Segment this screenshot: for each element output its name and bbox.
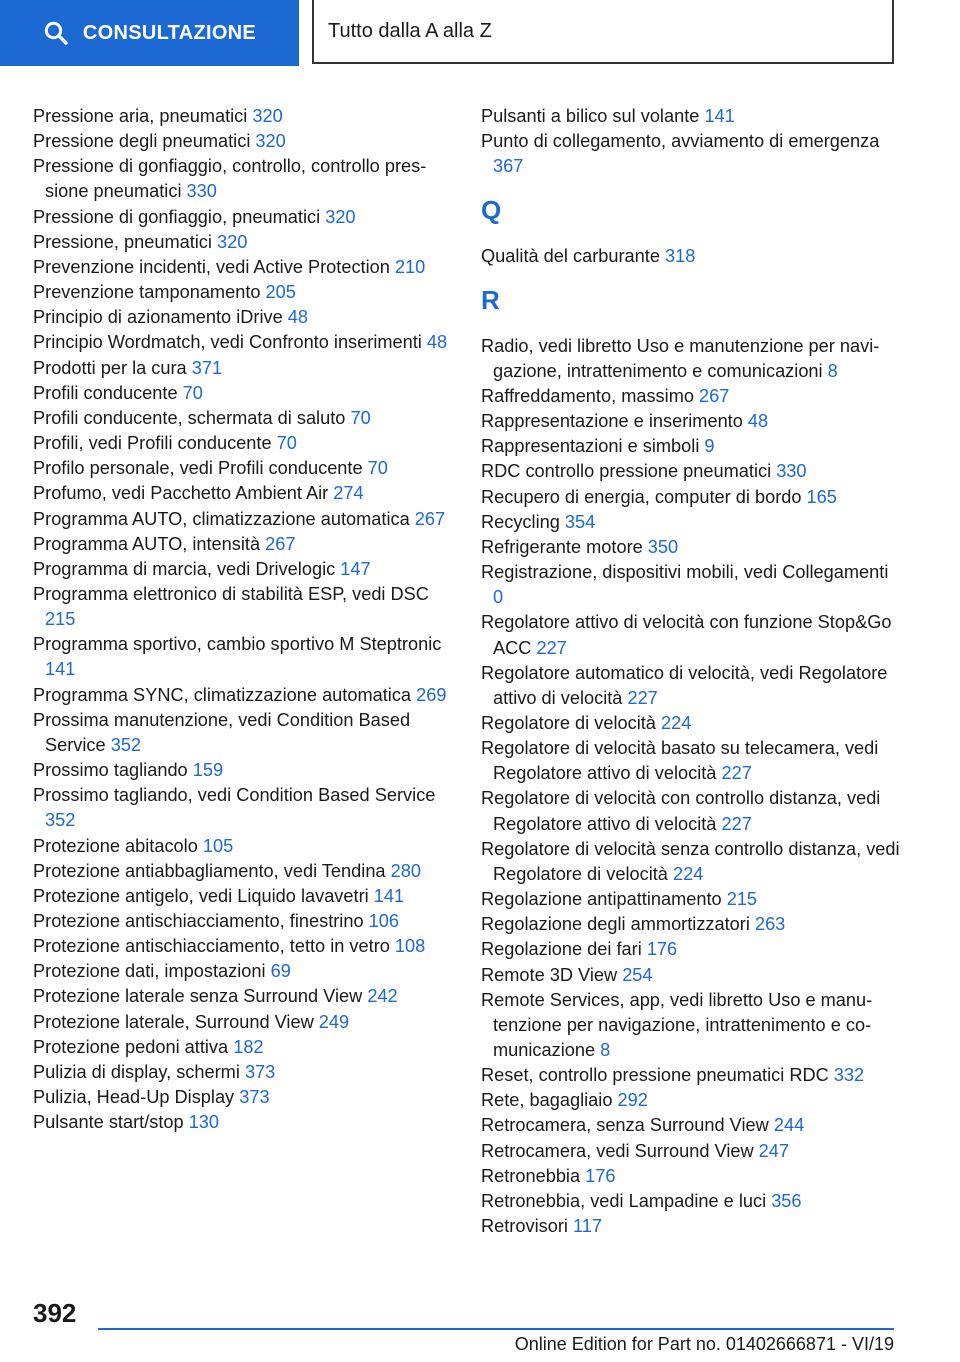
- page-reference-link[interactable]: 210: [394, 256, 426, 277]
- tab-consultazione[interactable]: [0, 0, 299, 66]
- index-entry: [33, 280, 453, 305]
- index-entry-text: Protezione antiabbagliamento, vedi Tendina: [33, 860, 391, 881]
- page-reference-link[interactable]: 356: [771, 1190, 802, 1211]
- page-reference-link[interactable]: 267: [265, 533, 296, 554]
- index-entry-text: Remote 3D View: [481, 964, 623, 985]
- page-reference-link[interactable]: 141: [704, 106, 735, 126]
- index-entry-text: Recycling: [481, 511, 565, 532]
- index-entry-text: Pressione degli pneumatici: [33, 131, 256, 152]
- page-reference-link[interactable]: 48: [426, 332, 448, 353]
- index-entry: [33, 129, 453, 154]
- page-reference-link[interactable]: 70: [182, 382, 203, 403]
- page-reference-link[interactable]: 176: [646, 939, 678, 960]
- breadcrumb: Tutto dalla A alla Z: [328, 19, 492, 42]
- letter-heading-q: Q: [481, 195, 502, 226]
- index-group-r: [481, 334, 901, 1240]
- page-reference-link[interactable]: 227: [536, 637, 567, 658]
- page-reference-link[interactable]: 165: [806, 486, 837, 507]
- index-entry: [33, 959, 453, 984]
- index-entry: [481, 988, 901, 1063]
- page-reference-link[interactable]: 330: [776, 461, 807, 482]
- index-entry-text: Pressione, pneumatici: [33, 231, 217, 252]
- page-reference-link[interactable]: 227: [721, 763, 752, 784]
- index-entry-text: Profili conducente, schermata di saluto: [33, 407, 351, 428]
- index-entry: [33, 1085, 453, 1110]
- index-entry-text: Principio Wordmatch, vedi Confronto inserimenti: [33, 332, 427, 353]
- index-entry-text: Prossima manutenzione, vedi Condition Based Service: [33, 709, 411, 755]
- index-entry-text: Protezione pedoni attiva: [33, 1036, 234, 1057]
- letter-heading-r: R: [481, 284, 500, 315]
- index-entry-text: Regolazione antipattinamento: [481, 889, 727, 910]
- index-entry: [481, 937, 901, 962]
- page-reference-link[interactable]: 70: [367, 458, 388, 479]
- page-reference-link[interactable]: 176: [585, 1165, 616, 1186]
- page-reference-link[interactable]: 70: [276, 433, 297, 454]
- index-entry-text: Regolatore di velocità: [481, 712, 661, 733]
- tab-consultazione-label: CONSULTAZIONE: [82, 21, 257, 44]
- index-entry-text: Retrovisori: [481, 1216, 573, 1237]
- index-column-right: [481, 104, 901, 1239]
- page-reference-link[interactable]: 130: [188, 1112, 220, 1133]
- page-reference-link[interactable]: 269: [416, 684, 447, 705]
- page-reference-link[interactable]: 254: [622, 964, 653, 985]
- index-entry-text: Pulsante start/stop: [33, 1112, 189, 1133]
- index-entry-text: Regolatore automatico di velocità, vedi Regolatore attivo di velocità: [481, 662, 888, 708]
- index-entry-text: Raffreddamento, massimo: [481, 385, 700, 406]
- page-reference-link[interactable]: 247: [758, 1140, 790, 1161]
- index-entry: [481, 535, 901, 560]
- index-entry: [33, 205, 453, 230]
- page-reference-link[interactable]: 159: [192, 760, 224, 781]
- index-entry-text: Prodotti per la cura: [33, 357, 192, 378]
- index-entry-text: Profili conducente: [33, 382, 183, 403]
- page-reference-link[interactable]: 48: [287, 307, 308, 328]
- index-entry: [33, 330, 453, 355]
- page-reference-link[interactable]: 280: [390, 860, 421, 881]
- index-entry: [33, 532, 453, 557]
- index-entry-text: Regolatore di velocità con controllo distanza, vedi Regolatore attivo di velocità: [481, 788, 881, 834]
- index-entry: [481, 837, 901, 887]
- index-entry-text: Regolatore di velocità basato su telecamera, vedi Regolatore attivo di velocità: [481, 738, 879, 784]
- index-entry: [33, 305, 453, 330]
- index-entry: [33, 1060, 453, 1085]
- index-entry: [481, 1063, 901, 1088]
- page-reference-link[interactable]: 371: [191, 357, 223, 378]
- page-reference-link[interactable]: 263: [754, 914, 786, 935]
- index-entry-text: Protezione abitacolo: [33, 835, 203, 856]
- index-entry-text: Protezione antischiacciamento, finestrino: [33, 911, 369, 931]
- index-entry-text: Regolatore di velocità senza controllo distanza, vedi Regolatore di velocità: [481, 838, 900, 884]
- footer-edition-text: Online Edition for Part no. 01402666871 - VI/19: [514, 1334, 894, 1354]
- index-entry-text: Rete, bagagliaio: [481, 1090, 618, 1111]
- page-reference-link[interactable]: 318: [665, 246, 696, 267]
- index-entry: [481, 887, 901, 912]
- index-entry-text: Programma di marcia, vedi Drivelogic: [33, 558, 341, 579]
- page-reference-link[interactable]: 352: [45, 810, 76, 831]
- index-entry-text: Programma sportivo, cambio sportivo M Steptronic: [33, 634, 442, 655]
- page-reference-link[interactable]: 0: [493, 587, 504, 608]
- breadcrumb-tab[interactable]: [312, 0, 894, 64]
- index-entry-text: Prossimo tagliando, vedi Condition Based Service: [33, 785, 436, 806]
- index-entry: [481, 736, 901, 786]
- index-entry: [33, 683, 453, 708]
- page-number: 392: [33, 1298, 77, 1328]
- index-entry-text: Prevenzione tamponamento: [33, 282, 266, 303]
- index-entry: [33, 255, 453, 280]
- page-reference-link[interactable]: 147: [340, 558, 371, 579]
- index-entry: [33, 984, 453, 1009]
- page-reference-link[interactable]: 320: [255, 131, 286, 152]
- index-entry-text: Recupero di energia, computer di bordo: [481, 486, 807, 507]
- index-entry-text: Programma SYNC, climatizzazione automatica: [33, 684, 417, 705]
- index-entry: [33, 632, 453, 682]
- index-entry: [481, 510, 901, 535]
- page-reference-link[interactable]: 227: [627, 687, 658, 708]
- page-reference-link[interactable]: 320: [325, 206, 356, 227]
- index-group-p-continued: [481, 104, 901, 179]
- search-icon: [43, 20, 69, 46]
- index-entry: [481, 434, 901, 459]
- index-entry: [33, 104, 453, 129]
- index-entry-text: Prossimo tagliando: [33, 760, 193, 781]
- index-entry: [481, 560, 901, 610]
- index-entry-text: Pressione di gonfiaggio, pneumatici: [33, 206, 326, 227]
- index-entry: [33, 507, 453, 532]
- index-entry-text: Retronebbia, vedi Lampadine e luci: [481, 1190, 772, 1211]
- index-entry: [33, 406, 453, 431]
- index-entry-text: Refrigerante motore: [481, 536, 648, 557]
- page-reference-link[interactable]: 249: [318, 1011, 350, 1032]
- index-entry-text: Profili, vedi Profili conducente: [33, 433, 277, 454]
- index-entry: [33, 884, 453, 909]
- page-reference-link[interactable]: 320: [252, 106, 283, 126]
- index-entry: [33, 708, 453, 758]
- index-entry: [481, 1113, 901, 1138]
- index-entry: [481, 459, 901, 484]
- index-entry-text: Regolatore attivo di velocità con funzione Stop&Go ACC: [481, 612, 892, 658]
- index-entry-text: Protezione laterale senza Surround View: [33, 986, 368, 1007]
- page-reference-link[interactable]: 182: [233, 1036, 264, 1057]
- index-entry: [33, 230, 453, 255]
- index-entry: [481, 104, 901, 129]
- index-entry: [33, 154, 453, 204]
- page-reference-link[interactable]: 242: [367, 986, 398, 1007]
- index-entry-text: Profumo, vedi Pacchetto Ambient Air: [33, 483, 334, 504]
- index-entry: [33, 456, 453, 481]
- page-reference-link[interactable]: 69: [270, 961, 291, 982]
- index-entry: [33, 834, 453, 859]
- index-entry: [481, 1139, 901, 1164]
- page-reference-link[interactable]: 141: [45, 659, 76, 680]
- page-reference-link[interactable]: 108: [394, 936, 426, 957]
- index-entry-text: Pressione di gonfiaggio, controllo, controllo pressione pneumatici: [33, 156, 427, 202]
- page-reference-link[interactable]: 117: [572, 1216, 602, 1237]
- header-bar: [0, 0, 960, 66]
- page-reference-link[interactable]: 205: [265, 282, 296, 303]
- index-entry: [481, 1214, 901, 1239]
- page-reference-link[interactable]: 267: [699, 385, 730, 406]
- index-entry: [33, 481, 453, 506]
- index-entry: [481, 786, 901, 836]
- index-entry-text: Rappresentazioni e simboli: [481, 436, 705, 457]
- index-entry: [481, 244, 901, 269]
- index-entry: [481, 963, 901, 988]
- index-group-q: [481, 244, 901, 269]
- index-entry: [481, 1189, 901, 1214]
- index-entry-text: Remote Services, app, vedi libretto Uso e manutenzione per navigazione, intrattenimento e comunicazione: [481, 989, 873, 1060]
- index-entry: [33, 783, 453, 833]
- index-entry: [33, 1110, 453, 1135]
- index-entry-text: Protezione laterale, Surround View: [33, 1011, 319, 1032]
- page-reference-link[interactable]: 350: [647, 536, 679, 557]
- index-entry: [33, 1035, 453, 1060]
- index-entry-text: Qualità del carburante: [481, 246, 666, 267]
- index-entry-text: Profilo personale, vedi Profili conducente: [33, 458, 368, 479]
- page-reference-link[interactable]: 224: [672, 863, 704, 884]
- index-entry-text: Registrazione, dispositivi mobili, vedi Collegamenti: [481, 562, 889, 583]
- page-reference-link[interactable]: 105: [202, 835, 234, 856]
- index-entry: [481, 1164, 901, 1189]
- index-entry: [481, 1088, 901, 1113]
- page-reference-link[interactable]: 352: [110, 734, 142, 755]
- index-entry-text: Pulsanti a bilico sul volante: [481, 106, 705, 126]
- page-reference-link[interactable]: 9: [704, 436, 715, 457]
- index-entry: [33, 381, 453, 406]
- page-reference-link[interactable]: 330: [186, 181, 217, 202]
- index-entry-text: Retrocamera, senza Surround View: [481, 1115, 774, 1136]
- page-reference-link[interactable]: 274: [333, 483, 364, 504]
- index-entry-text: Programma elettronico di stabilità ESP, vedi DSC: [33, 583, 429, 604]
- index-entry-text: Programma AUTO, intensità: [33, 533, 266, 554]
- index-entry-text: Regolazione dei fari: [481, 939, 647, 960]
- index-entry-text: Retronebbia: [481, 1165, 586, 1186]
- page-reference-link[interactable]: 373: [244, 1061, 276, 1082]
- index-entry: [33, 431, 453, 456]
- page-reference-link[interactable]: 8: [827, 360, 838, 381]
- index-entry: [33, 582, 453, 632]
- index-column-left: [33, 104, 453, 1135]
- page-reference-link[interactable]: 8: [600, 1040, 611, 1060]
- page-reference-link[interactable]: 292: [617, 1090, 648, 1111]
- index-entry: [481, 409, 901, 434]
- index-entry: [481, 485, 901, 510]
- index-entry: [481, 129, 901, 179]
- page-reference-link[interactable]: 373: [239, 1087, 270, 1108]
- index-entry-text: Rappresentazione e inserimento: [481, 411, 748, 432]
- index-entry: [33, 934, 453, 959]
- page-reference-link[interactable]: 141: [373, 885, 405, 906]
- page-reference-link[interactable]: 244: [773, 1115, 805, 1136]
- index-entry-text: Principio di azionamento iDrive: [33, 307, 288, 328]
- index-entry: [481, 661, 901, 711]
- index-entry: [33, 859, 453, 884]
- index-entry-text: Reset, controllo pressione pneumatici RDC: [481, 1065, 834, 1086]
- page-reference-link[interactable]: 367: [493, 156, 524, 177]
- index-entry-text: Prevenzione incidenti, vedi Active Protection: [33, 256, 395, 277]
- page-reference-link[interactable]: 70: [350, 407, 371, 428]
- index-entry-text: Pulizia, Head-Up Display: [33, 1087, 240, 1108]
- page-reference-link[interactable]: 227: [721, 813, 752, 834]
- page-reference-link[interactable]: 215: [726, 889, 758, 910]
- page-reference-link[interactable]: 354: [564, 511, 596, 532]
- index-entry: [481, 912, 901, 937]
- index-entry-text: Protezione antigelo, vedi Liquido lavavetri: [33, 885, 374, 906]
- index-entry-text: Protezione dati, impostazioni: [33, 961, 271, 982]
- page-reference-link[interactable]: 106: [368, 911, 399, 931]
- page-reference-link[interactable]: 215: [45, 609, 76, 630]
- index-entry-text: RDC controllo pressione pneumatici: [481, 461, 777, 482]
- index-entry: [33, 1010, 453, 1035]
- footer-divider: [98, 1328, 894, 1330]
- page-reference-link[interactable]: 224: [660, 712, 692, 733]
- index-entry: [33, 557, 453, 582]
- index-entry: [481, 610, 901, 660]
- page-reference-link[interactable]: 320: [217, 231, 248, 252]
- index-entry-text: Pulizia di display, schermi: [33, 1061, 245, 1082]
- index-entry: [481, 334, 901, 384]
- page-reference-link[interactable]: 267: [414, 508, 446, 529]
- index-entry: [33, 758, 453, 783]
- page-reference-link[interactable]: 48: [747, 411, 769, 432]
- index-entry: [481, 384, 901, 409]
- index-entry-text: Retrocamera, vedi Surround View: [481, 1140, 759, 1161]
- index-entry: [33, 356, 453, 381]
- page-reference-link[interactable]: 332: [833, 1065, 865, 1086]
- index-entry-text: Regolazione degli ammortizzatori: [481, 914, 755, 935]
- index-entry-text: Pressione aria, pneumatici: [33, 106, 253, 126]
- index-entry-text: Protezione antischiacciamento, tetto in vetro: [33, 936, 395, 957]
- index-entry-text: Programma AUTO, climatizzazione automatica: [33, 508, 415, 529]
- index-entry-text: Punto di collegamento, avviamento di emergenza: [481, 131, 880, 152]
- index-entry-text: Radio, vedi libretto Uso e manutenzione per navigazione, intrattenimento e comunicazioni: [481, 335, 880, 381]
- index-entry: [481, 711, 901, 736]
- index-entry: [33, 909, 453, 934]
